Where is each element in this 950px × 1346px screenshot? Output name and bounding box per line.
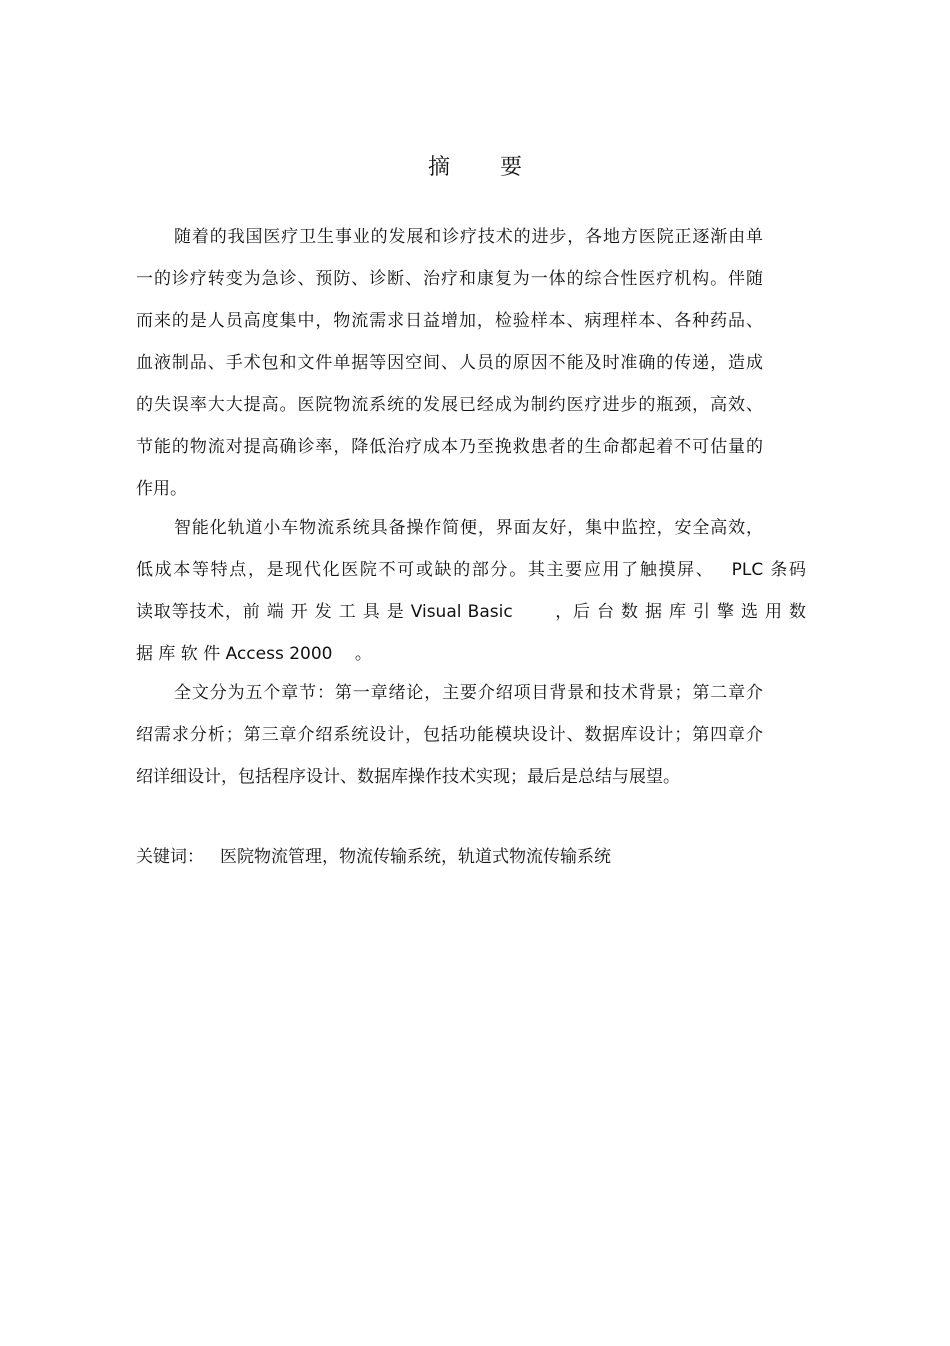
paragraph-line: 低成本等特点，是现代化医院不可或缺的部分。其主要应用了触摸屏、 PLC 条码 (136, 560, 806, 580)
paragraph-line: 智能化轨道小车物流系统具备操作简便，界面友好，集中监控，安全高效， (174, 518, 763, 538)
paragraph-line: 随着的我国医疗卫生事业的发展和诊疗技术的进步，各地方医院正逐渐由单 (174, 227, 763, 247)
keywords-value: 医院物流管理，物流传输系统，轨道式物流传输系统 (220, 847, 611, 867)
title-char-1: 摘 (427, 155, 450, 180)
keywords-line (136, 844, 611, 870)
paragraph-line: 读取等技术，前 端 开 发 工 具 是 Visual Basic ，后 台 数 据 库 引 擎 选 用 数 (136, 602, 806, 622)
paragraph-line: 的失误率大大提高。医院物流系统的发展已经成为制约医疗进步的瓶颈，高效、 (136, 395, 763, 415)
keywords-label: 关键词： (136, 847, 204, 867)
paragraph-line: 血液制品、手术包和文件单据等因空间、人员的原因不能及时准确的传递，造成 (136, 353, 763, 373)
paragraph-line: 绍详细设计，包括程序设计、数据库操作技术实现；最后是总结与展望。 (136, 767, 680, 787)
paragraph-line: 节能的物流对提高确诊率，降低治疗成本乃至挽救患者的生命都起着不可估量的 (136, 437, 763, 457)
paragraph-line: 全文分为五个章节：第一章绪论，主要介绍项目背景和技术背景；第二章介 (174, 683, 763, 703)
title-char-2: 要 (500, 155, 523, 180)
paragraph-line: 据 库 软 件 Access 2000 。 (136, 644, 372, 664)
paragraph-line: 作用。 (136, 479, 187, 499)
page-title (0, 150, 950, 181)
paragraph-line: 绍需求分析；第三章介绍系统设计，包括功能模块设计、数据库设计；第四章介 (136, 725, 763, 745)
paragraph-line: 而来的是人员高度集中，物流需求日益增加，检验样本、病理样本、各种药品、 (136, 311, 763, 331)
paragraph-line: 一的诊疗转变为急诊、预防、诊断、治疗和康复为一体的综合性医疗机构。伴随 (136, 269, 763, 289)
